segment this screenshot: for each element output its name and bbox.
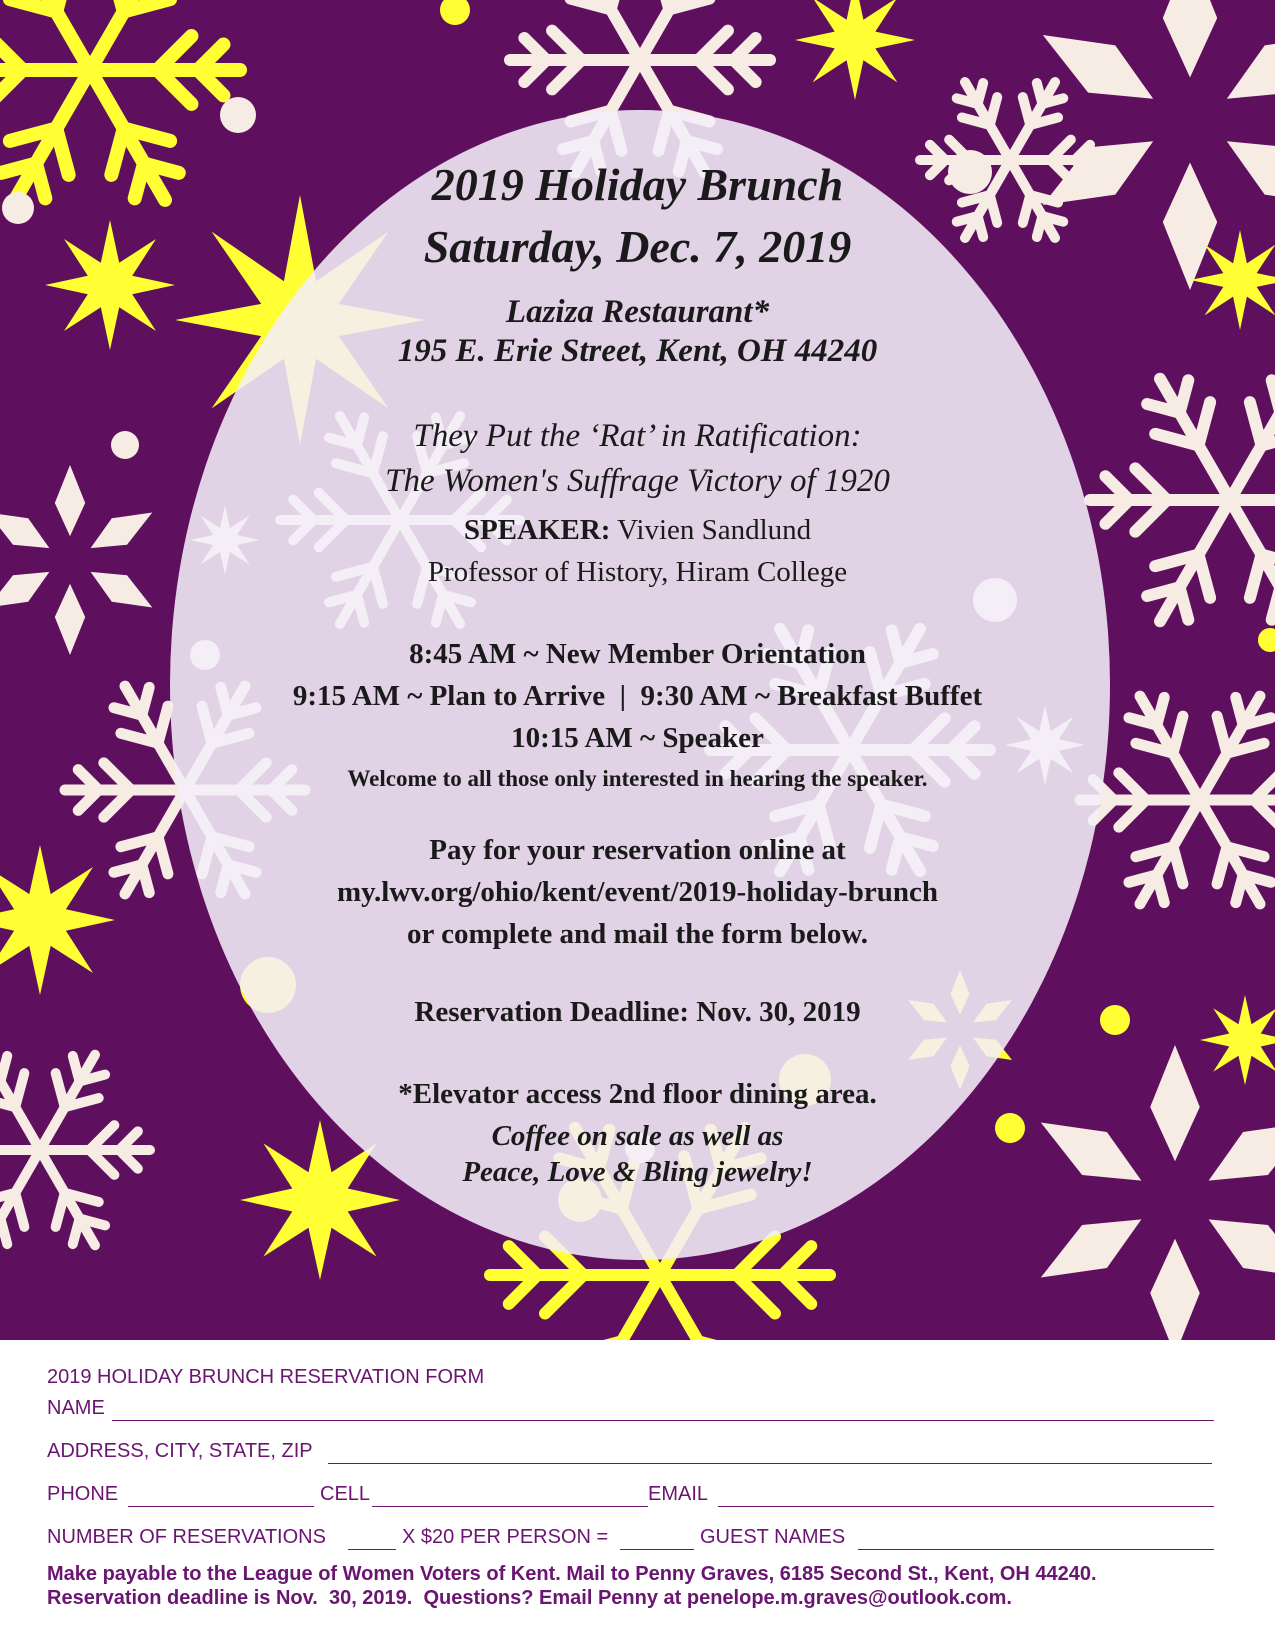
pay-line: or complete and mail the form below.	[407, 918, 868, 950]
price-label: X $20 PER PERSON =	[402, 1526, 609, 1548]
extras-line: Coffee on sale as well as	[491, 1120, 784, 1152]
reservations-label: NUMBER OF RESERVATIONS	[47, 1526, 326, 1548]
phone-label: PHONE	[47, 1483, 119, 1505]
speaker-title: Professor of History, Hiram College	[427, 556, 848, 588]
elevator-note: *Elevator access 2nd floor dining area.	[398, 1078, 877, 1110]
dot-icon	[220, 97, 256, 133]
dot-icon	[440, 0, 470, 25]
star-icon	[795, 0, 915, 100]
talk-title-line2: The Women's Suffrage Victory of 1920	[385, 463, 890, 499]
reservations-count-field[interactable]	[348, 1549, 396, 1550]
payment-instructions: Make payable to the League of Women Voters of Kent. Mail to Penny Graves, 6185 Second St., Kent, OH 44240.	[47, 1563, 1097, 1585]
pay-url[interactable]: my.lwv.org/ohio/kent/event/2019-holiday-brunch	[337, 876, 938, 908]
reservation-deadline: Reservation Deadline: Nov. 30, 2019	[414, 996, 861, 1028]
talk-title-line1: They Put the ‘Rat’ in Ratification:	[413, 418, 862, 454]
schedule-item: 9:15 AM ~ Plan to Arrive | 9:30 AM ~ Breakfast Buffet	[292, 680, 983, 712]
speaker-line	[0, 514, 1275, 547]
speaker-label: SPEAKER:	[463, 514, 611, 546]
name-label: NAME	[47, 1397, 105, 1419]
total-field[interactable]	[620, 1549, 694, 1550]
extras-line: Peace, Love & Bling jewelry!	[462, 1156, 813, 1188]
speaker-name: Vivien Sandlund	[610, 514, 812, 546]
welcome-note: Welcome to all those only interested in hearing the speaker.	[347, 766, 928, 791]
address-field[interactable]	[328, 1463, 1212, 1464]
event-title: 2019 Holiday Brunch	[431, 159, 844, 210]
address-label: ADDRESS, CITY, STATE, ZIP	[47, 1440, 313, 1462]
schedule-item: 8:45 AM ~ New Member Orientation	[409, 638, 866, 670]
guest-names-field[interactable]	[858, 1549, 1214, 1550]
cell-field[interactable]	[372, 1506, 648, 1507]
form-heading: 2019 HOLIDAY BRUNCH RESERVATION FORM	[47, 1366, 485, 1388]
venue-name: Laziza Restaurant*	[505, 294, 770, 330]
phone-field[interactable]	[128, 1506, 314, 1507]
email-field[interactable]	[718, 1506, 1214, 1507]
venue-address: 195 E. Erie Street, Kent, OH 44240	[397, 333, 878, 369]
email-label: EMAIL	[648, 1483, 709, 1505]
deadline-contact[interactable]: Reservation deadline is Nov. 30, 2019. Questions? Email Penny at penelope.m.graves@outlook.com.	[47, 1587, 1012, 1609]
name-field[interactable]	[112, 1420, 1214, 1421]
event-date: Saturday, Dec. 7, 2019	[423, 221, 852, 272]
reservation-form	[0, 1340, 1275, 1650]
guest-names-label: GUEST NAMES	[700, 1526, 846, 1548]
pay-line: Pay for your reservation online at	[429, 834, 846, 866]
cell-label: CELL	[320, 1483, 371, 1505]
schedule-item: 10:15 AM ~ Speaker	[511, 722, 764, 754]
